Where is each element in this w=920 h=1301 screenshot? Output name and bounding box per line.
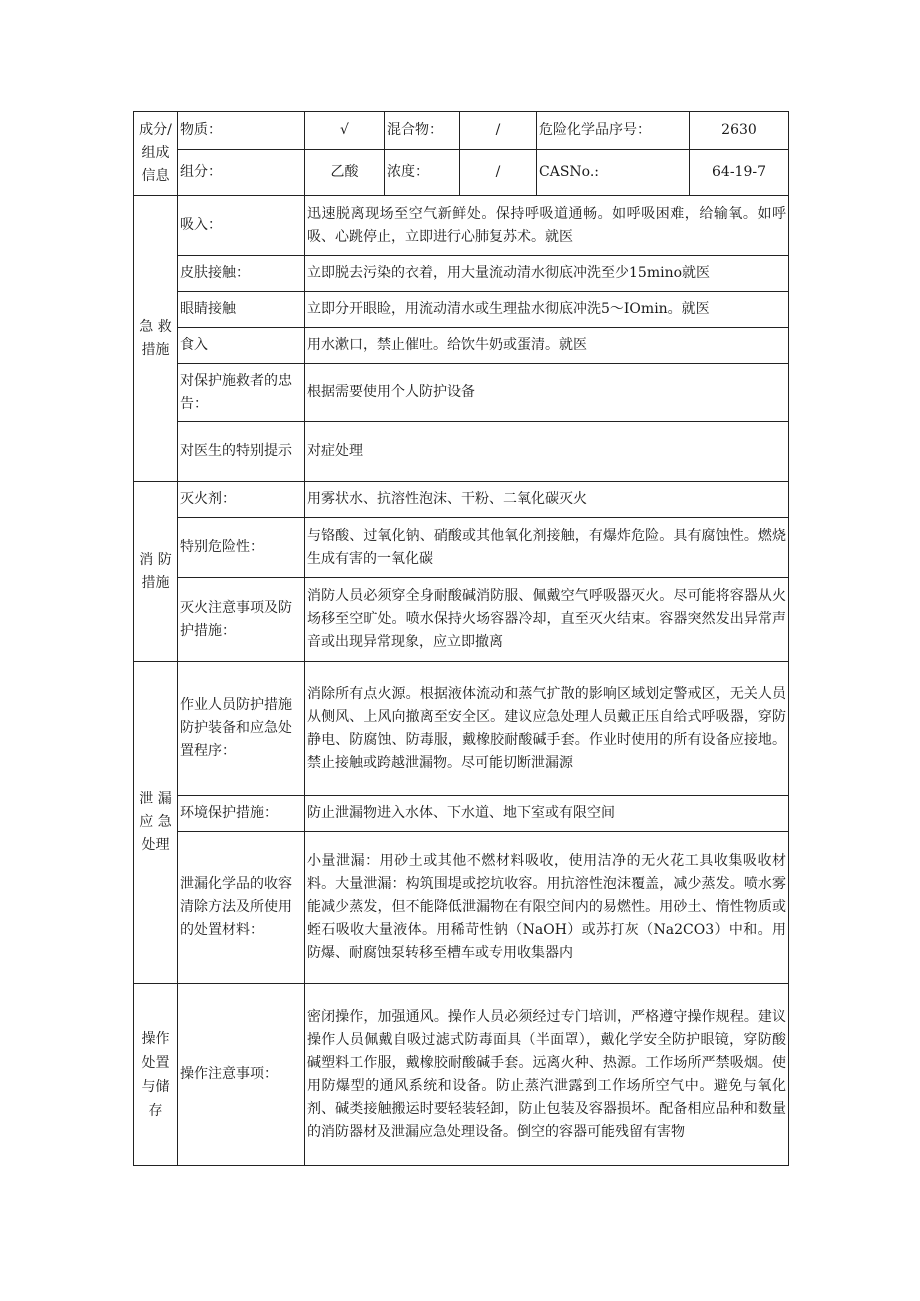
section-first-aid-line1: 急 救	[139, 318, 172, 335]
mixture-value: /	[460, 112, 537, 150]
row-content: 立即脱去污染的衣着，用大量流动清水彻底冲洗至少15mino就医	[305, 256, 789, 292]
table-row	[134, 482, 789, 518]
table-row	[134, 796, 789, 832]
section-handling-line3: 与储	[141, 1078, 170, 1095]
section-composition: 成分/组成信息	[134, 112, 178, 196]
section-fire-line2: 措施	[141, 574, 170, 591]
row-content: 立即分开眼睑，用流动清水或生理盐水彻底冲洗5～IOmin。就医	[305, 292, 789, 328]
row-content: 与铬酸、过氧化钠、硝酸或其他氧化剂接触，有爆炸危险。具有腐蚀性。燃烧生成有害的一氧化碳	[305, 518, 789, 578]
section-handling-line2: 处置	[141, 1054, 170, 1071]
mixture-label: 混合物：	[385, 112, 460, 150]
table-row	[134, 364, 789, 422]
table-row	[134, 518, 789, 578]
row-label: 皮肤接触：	[178, 256, 305, 292]
msds-table	[133, 111, 789, 1166]
table-row	[134, 256, 789, 292]
hazard-no-value: 2630	[690, 112, 789, 150]
row-label: 泄漏化学品的收容清除方法及所使用的处置材料：	[178, 832, 305, 984]
section-spill-line3: 处理	[141, 837, 170, 853]
row-label: 对医生的特别提示	[178, 422, 305, 482]
concentration-label: 浓度：	[385, 150, 460, 196]
table-row	[134, 984, 789, 1166]
section-handling-line4: 存	[148, 1102, 163, 1119]
row-content: 用水漱口，禁止催吐。给饮牛奶或蛋清。就医	[305, 328, 789, 364]
row-label: 吸入：	[178, 196, 305, 256]
table-row	[134, 292, 789, 328]
row-label: 特别危险性：	[178, 518, 305, 578]
row-label: 眼睛接触	[178, 292, 305, 328]
table-row	[134, 422, 789, 482]
row-label: 作业人员防护措施防护装备和应急处置程序：	[178, 662, 305, 796]
table-row	[134, 196, 789, 256]
section-handling	[134, 984, 178, 1166]
table-row	[134, 328, 789, 364]
section-first-aid	[134, 196, 178, 482]
section-fire-line1: 消 防	[139, 551, 172, 568]
section-handling-line1: 操作	[141, 1030, 170, 1047]
row-content: 密闭操作，加强通风。操作人员必须经过专门培训，严格遵守操作规程。建议操作人员佩戴自吸过滤式防毒面具（半面罩），戴化学安全防护眼镜，穿防酸碱塑料工作服，戴橡胶耐酸碱手套。远离火种、热源。工作场所严禁吸烟。使用防爆型的通风系统和设备。防止蒸汽泄露到工作场所空气中。避免与氧化剂、碱类接触搬运时要轻装轻卸，防止包装及容器损坏。配备相应品种和数量的消防器材及泄漏应急处理设备。倒空的容器可能残留有害物	[305, 984, 789, 1166]
section-first-aid-line2: 措施	[141, 341, 170, 358]
row-label: 灭火剂：	[178, 482, 305, 518]
row-label: 食入	[178, 328, 305, 364]
row-content: 对症处理	[305, 422, 789, 482]
row-content: 消防人员必须穿全身耐酸碱消防服、佩戴空气呼吸器灭火。尽可能将容器从火场移至空旷处。喷水保持火场容器冷却，直至灭火结束。容器突然发出异常声音或出现异常现象，应立即撤离	[305, 578, 789, 662]
concentration-value: /	[460, 150, 537, 196]
row-label: 对保护施救者的忠告：	[178, 364, 305, 422]
row-label: 环境保护措施：	[178, 796, 305, 832]
substance-value: √	[305, 112, 385, 150]
row-content: 消除所有点火源。根据液体流动和蒸气扩散的影响区域划定警戒区，无关人员从侧风、上风向撤离至安全区。建议应急处理人员戴正压自给式呼吸器，穿防静电、防腐蚀、防毒服，戴橡胶耐酸碱手套。作业时使用的所有设备应接地。禁止接触或跨越泄漏物。尽可能切断泄漏源	[305, 662, 789, 796]
cas-label: CASNo.:	[537, 150, 690, 196]
substance-label: 物质：	[178, 112, 305, 150]
composition-row-2	[134, 150, 789, 196]
row-content: 根据需要使用个人防护设备	[305, 364, 789, 422]
section-spill-line1: 泄 漏	[139, 791, 172, 807]
row-label: 操作注意事项：	[178, 984, 305, 1166]
component-value: 乙酸	[305, 150, 385, 196]
row-label: 灭火注意事项及防护措施：	[178, 578, 305, 662]
row-content: 小量泄漏：用砂土或其他不燃材料吸收，使用洁净的无火花工具收集吸收材料。大量泄漏：构筑围堤或挖坑收容。用抗溶性泡沫覆盖，减少蒸发。喷水雾能减少蒸发，但不能降低泄漏物在有限空间内的易燃性。用砂土、惰性物质或蛭石吸收大量液体。用稀苛性钠（NaOH）或苏打灰（Na2CO3）中和。用防爆、耐腐蚀泵转移至槽车或专用收集器内	[305, 832, 789, 984]
section-spill-line2: 应 急	[139, 814, 172, 830]
table-row	[134, 578, 789, 662]
table-row	[134, 662, 789, 796]
cas-value: 64-19-7	[690, 150, 789, 196]
component-label: 组分：	[178, 150, 305, 196]
hazard-no-label: 危险化学品序号：	[537, 112, 690, 150]
row-content: 防止泄漏物进入水体、下水道、地下室或有限空间	[305, 796, 789, 832]
composition-row-1	[134, 112, 789, 150]
section-spill	[134, 662, 178, 984]
section-fire	[134, 482, 178, 662]
row-content: 迅速脱离现场至空气新鲜处。保持呼吸道通畅。如呼吸困难，给输氧。如呼吸、心跳停止，立即进行心肺复苏术。就医	[305, 196, 789, 256]
row-content: 用雾状水、抗溶性泡沫、干粉、二氧化碳灭火	[305, 482, 789, 518]
table-row	[134, 832, 789, 984]
